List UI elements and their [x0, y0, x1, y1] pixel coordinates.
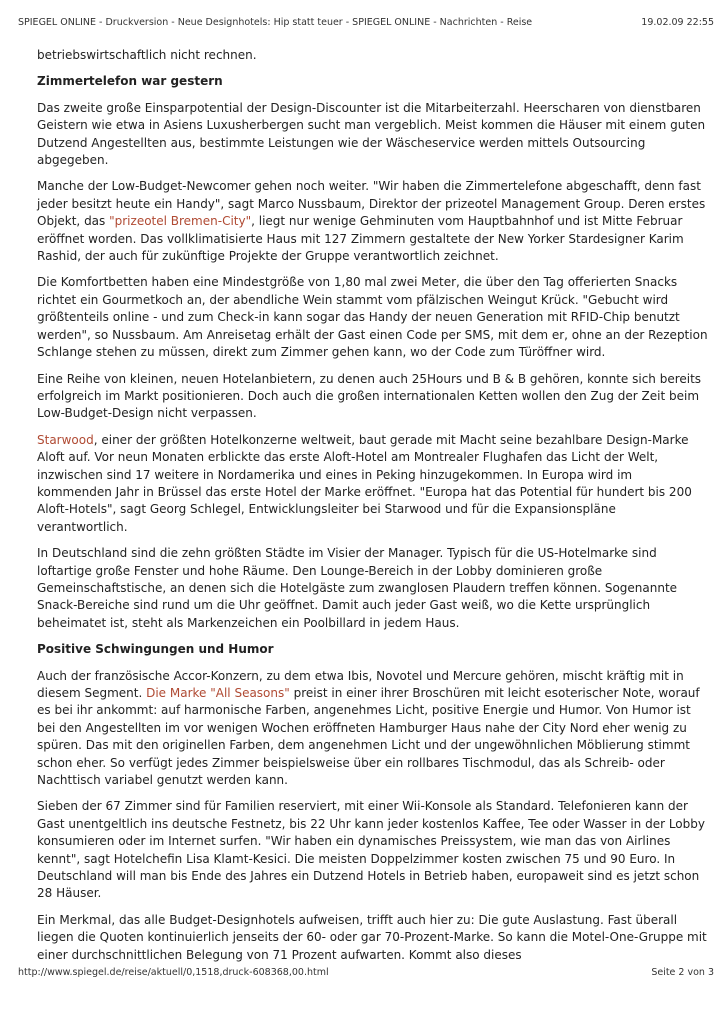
paragraph-7-text-b: preist in einer ihrer Broschüren mit leicht esoterischer Note, worauf es bei ihr ankommt: auf harmonische Farben, angenehmes Licht, positive Energie und Humor. Von Humor ist bei den Angestellten im vor wenigen Wochen eröffneten Hamburger Haus nahe der City Nord eher wenig zu spüren. Das mit den originellen Farben, dem angenehmen Licht und der ungewöhnlichen Möblierung stimmt schon eher. So verfügt jedes Zimmer beispielsweise über ein rollbares Tischmodul, das als Schreib- oder Nachttisch variabel genutzt werden kann.	[37, 686, 700, 788]
paragraph-5-text: , einer der größten Hotelkonzerne weltweit, baut gerade mit Macht seine bezahlbare Design-Marke Aloft auf. Vor neun Monaten erblickte das erste Aloft-Hotel am Montrealer Flughafen das Licht der Welt, inzwischen sind 17 weitere in Nordamerika und eines in Peking hinzugekommen. In Europa wird im kommenden Jahr in Brüssel das erste Hotel der Marke eröffnet. "Europa hat das Potential für hundert bis 200 Aloft-Hotels", sagt Georg Schlegel, Entwicklungsleiter bei Starwood und für die Expansionspläne verantwortlich.	[37, 432, 692, 534]
page-header-datetime: 19.02.09 22:55	[641, 17, 714, 28]
page-url: http://www.spiegel.de/reise/aktuell/0,1518,druck-608368,00.html	[18, 967, 329, 978]
paragraph-2-text-b: , liegt nur wenige Gehminuten vom Hauptbahnhof und ist Mitte Februar eröffnet worden. Das vollklimatisierte Haus mit 127 Zimmern gestaltete der New Yorker Stardesigner Karim Rashid, der auch für zukünftige Projekte der Gruppe verantwortlich zeichnet.	[37, 214, 684, 264]
paragraph-7-text-a: Auch der französische Accor-Konzern, zu dem etwa Ibis, Novotel und Mercure gehören, mischt kräftig mit in diesem Segment.	[37, 668, 684, 700]
print-footer	[18, 967, 714, 981]
paragraph-4: Eine Reihe von kleinen, neuen Hotelanbietern, zu denen auch 25Hours und B & B gehören, konnte sich bereits erfolgreich im Markt positionieren. Doch auch die großen internationalen Ketten wollen den Zug der Zeit beim Low-Budget-Design nicht verpassen.	[37, 371, 702, 421]
print-header	[18, 17, 714, 31]
paragraph-7	[37, 668, 709, 790]
article-body	[37, 47, 709, 973]
page-header-title: SPIEGEL ONLINE - Druckversion - Neue Designhotels: Hip statt teuer - SPIEGEL ONLINE - Nachrichten - Reise	[18, 17, 533, 28]
paragraph-6: In Deutschland sind die zehn größten Städte im Visier der Manager. Typisch für die US-Hotelmarke sind loftartige große Fenster und hohe Räume. Den Lounge-Bereich in der Lobby dominieren große Gemeinschaftstische, an denen sich die Hotelgäste zum zwanglosen Plaudern treffen können. Sogenannte Snack-Bereiche sind rund um die Uhr geöffnet. Damit auch jeder Gast weiß, wo die Kette ursprünglich beheimatet ist, steht als Markenzeichen ein Poolbillard in jedem Haus.	[37, 546, 678, 630]
paragraph-3: Die Komfortbetten haben eine Mindestgröße von 1,80 mal zwei Meter, die über den Tag offerierten Snacks richtet ein Gourmetkoch an, der abendliche Wein stammt vom pfälzischen Weingut Krück. "Gebucht wird größtenteils online - und zum Check-in kann sogar das Handy der neuen Generation mit RFID-Chip benutzt werden", so Nussbaum. Am Anreisetag erhält der Gast einen Code per SMS, mit dem er, ohne an der Rezeption Schlange stehen zu müssen, direkt zum Zimmer gehen kann, wo der Code zum Türöffner wird.	[37, 275, 708, 360]
page-number: Seite 2 von 3	[651, 967, 714, 978]
paragraph-1: Das zweite große Einsparpotential der Design-Discounter ist die Mitarbeiterzahl. Heerscharen von dienstbaren Geistern wie etwa in Asiens Luxusherbergen sucht man vergeblich. Meist kommen die Häuser mit einem guten Dutzend Angestellten aus, bestimmte Leistungen wie der Wäscheservice werden mittels Outsourcing abgegeben.	[37, 100, 706, 168]
paragraph-0: betriebswirtschaftlich nicht rechnen.	[37, 48, 257, 62]
all-seasons-link[interactable]: Die Marke "All Seasons"	[146, 686, 290, 700]
paragraph-2-text-a: Manche der Low-Budget-Newcomer gehen noch weiter. "Wir haben die Zimmertelefone abgeschafft, denn fast jeder besitzt heute ein Handy", sagt Marco Nussbaum, Direktor der prizeotel Management Group. Deren erstes Objekt, das	[37, 179, 706, 229]
subheading-zimmertelefon: Zimmertelefon war gestern	[37, 74, 223, 89]
paragraph-8: Sieben der 67 Zimmer sind für Familien reserviert, mit einer Wii-Konsole als Standard. Telefonieren kann der Gast unentgeltlich ins deutsche Festnetz, bis 22 Uhr kann jeder kostenlos Kaffee, Tee oder Wasser in der Lobby konsumieren oder im Internet surfen. "Wir haben ein dynamisches Preissystem, wie man das von Airlines kennt", sagt Hotelchefin Lisa Klamt-Kesici. Die meisten Doppelzimmer kosten zwischen 75 und 90 Euro. In Deutschland will man bis Ende des Jahres ein Dutzend Hotels in Betrieb haben, europaweit sind es jetzt schon 28 Häuser.	[37, 799, 705, 901]
paragraph-9: Ein Merkmal, das alle Budget-Designhotels aufweisen, trifft auch hier zu: Die gute Auslastung. Fast überall liegen die Quoten kontinuierlich jenseits der 60- oder gar 70-Prozent-Marke. So kann die Motel-One-Gruppe mit einer durchschnittlichen Belegung von 71 Prozent aufwarten. Kommt also dieses	[37, 912, 707, 962]
subheading-positive-schwingungen: Positive Schwingungen und Humor	[37, 642, 274, 657]
prizeotel-link[interactable]: "prizeotel Bremen-City"	[109, 214, 252, 229]
paragraph-5	[37, 432, 709, 536]
starwood-link[interactable]: Starwood	[37, 432, 94, 447]
paragraph-2	[37, 178, 709, 265]
